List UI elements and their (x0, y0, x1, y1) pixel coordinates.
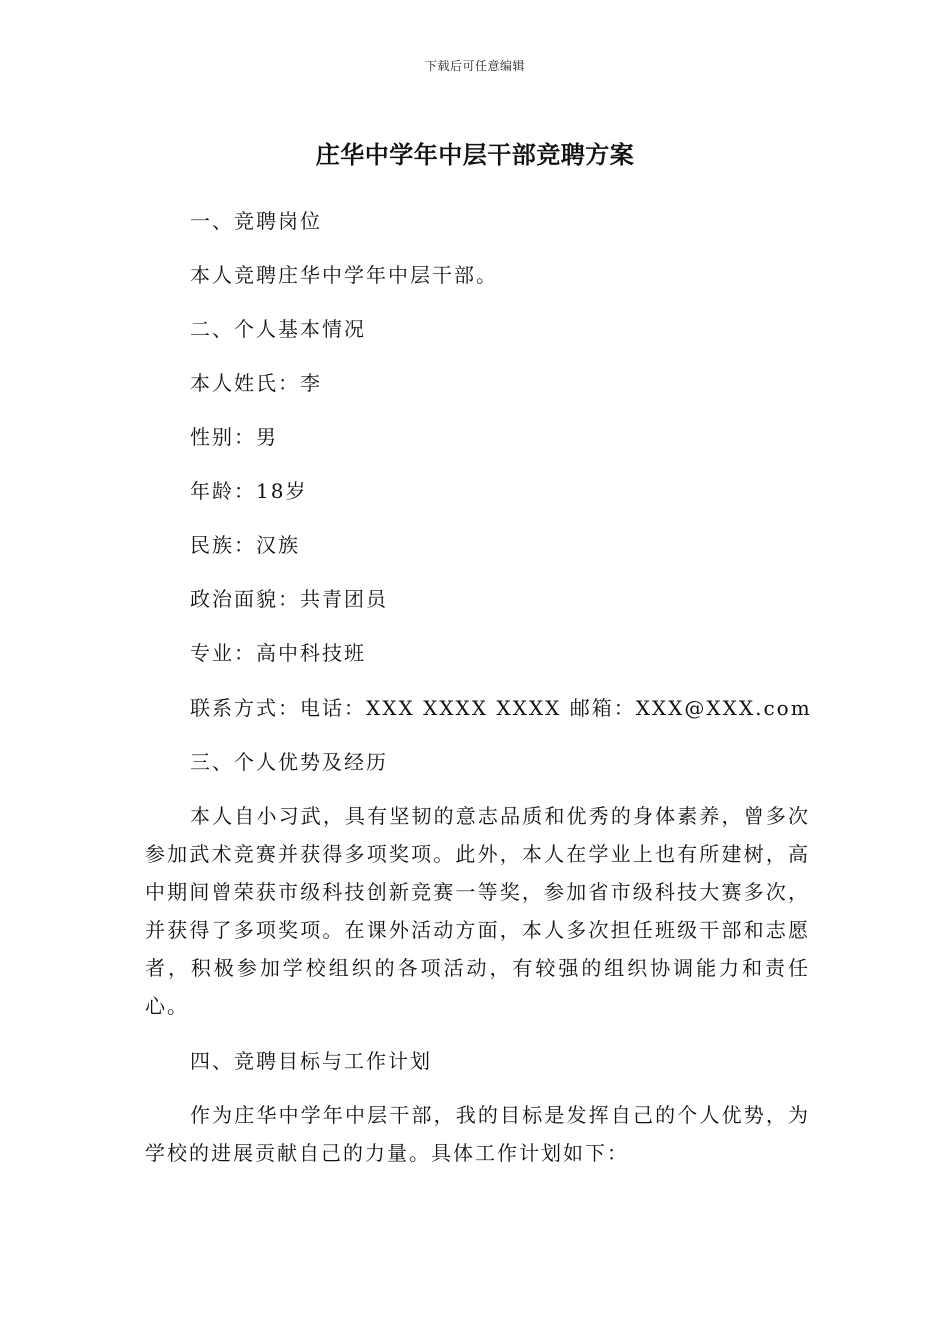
section-4-paragraph: 作为庄华中学年中层干部，我的目标是发挥自己的个人优势，为学校的进展贡献自己的力量。具体工作计划如下： (145, 1103, 810, 1165)
page-header-note: 下载后可任意编辑 (424, 59, 525, 73)
info-age: 年龄：18岁 (190, 479, 308, 503)
section-1-text: 本人竞聘庄华中学年中层干部。 (190, 263, 498, 287)
section-1-heading: 一、竞聘岗位 (190, 209, 322, 233)
info-major: 专业：高中科技班 (190, 641, 366, 665)
info-ethnicity: 民族：汉族 (190, 533, 300, 557)
section-2-heading: 二、个人基本情况 (190, 317, 366, 341)
document-title: 庄华中学年中层干部竞聘方案 (315, 141, 635, 169)
info-name: 本人姓氏：李 (190, 371, 322, 395)
info-political-status: 政治面貌：共青团员 (190, 587, 388, 611)
section-3-paragraph: 本人自小习武，具有坚韧的意志品质和优秀的身体素养，曾多次参加武术竞赛并获得多项奖项。此外，本人在学业上也有所建树，高中期间曾荣获市级科技创新竞赛一等奖，参加省市级科技大赛多次，并获得了多项奖项。在课外活动方面，本人多次担任班级干部和志愿者，积极参加学校组织的各项活动，有较强的组织协调能力和责任心。 (145, 804, 810, 1018)
info-gender: 性别：男 (190, 425, 278, 449)
section-4-heading: 四、竞聘目标与工作计划 (190, 1049, 432, 1073)
info-contact: 联系方式：电话：XXX XXXX XXXX 邮箱：XXX@XXX.com (190, 696, 812, 720)
section-3-heading: 三、个人优势及经历 (190, 750, 388, 774)
